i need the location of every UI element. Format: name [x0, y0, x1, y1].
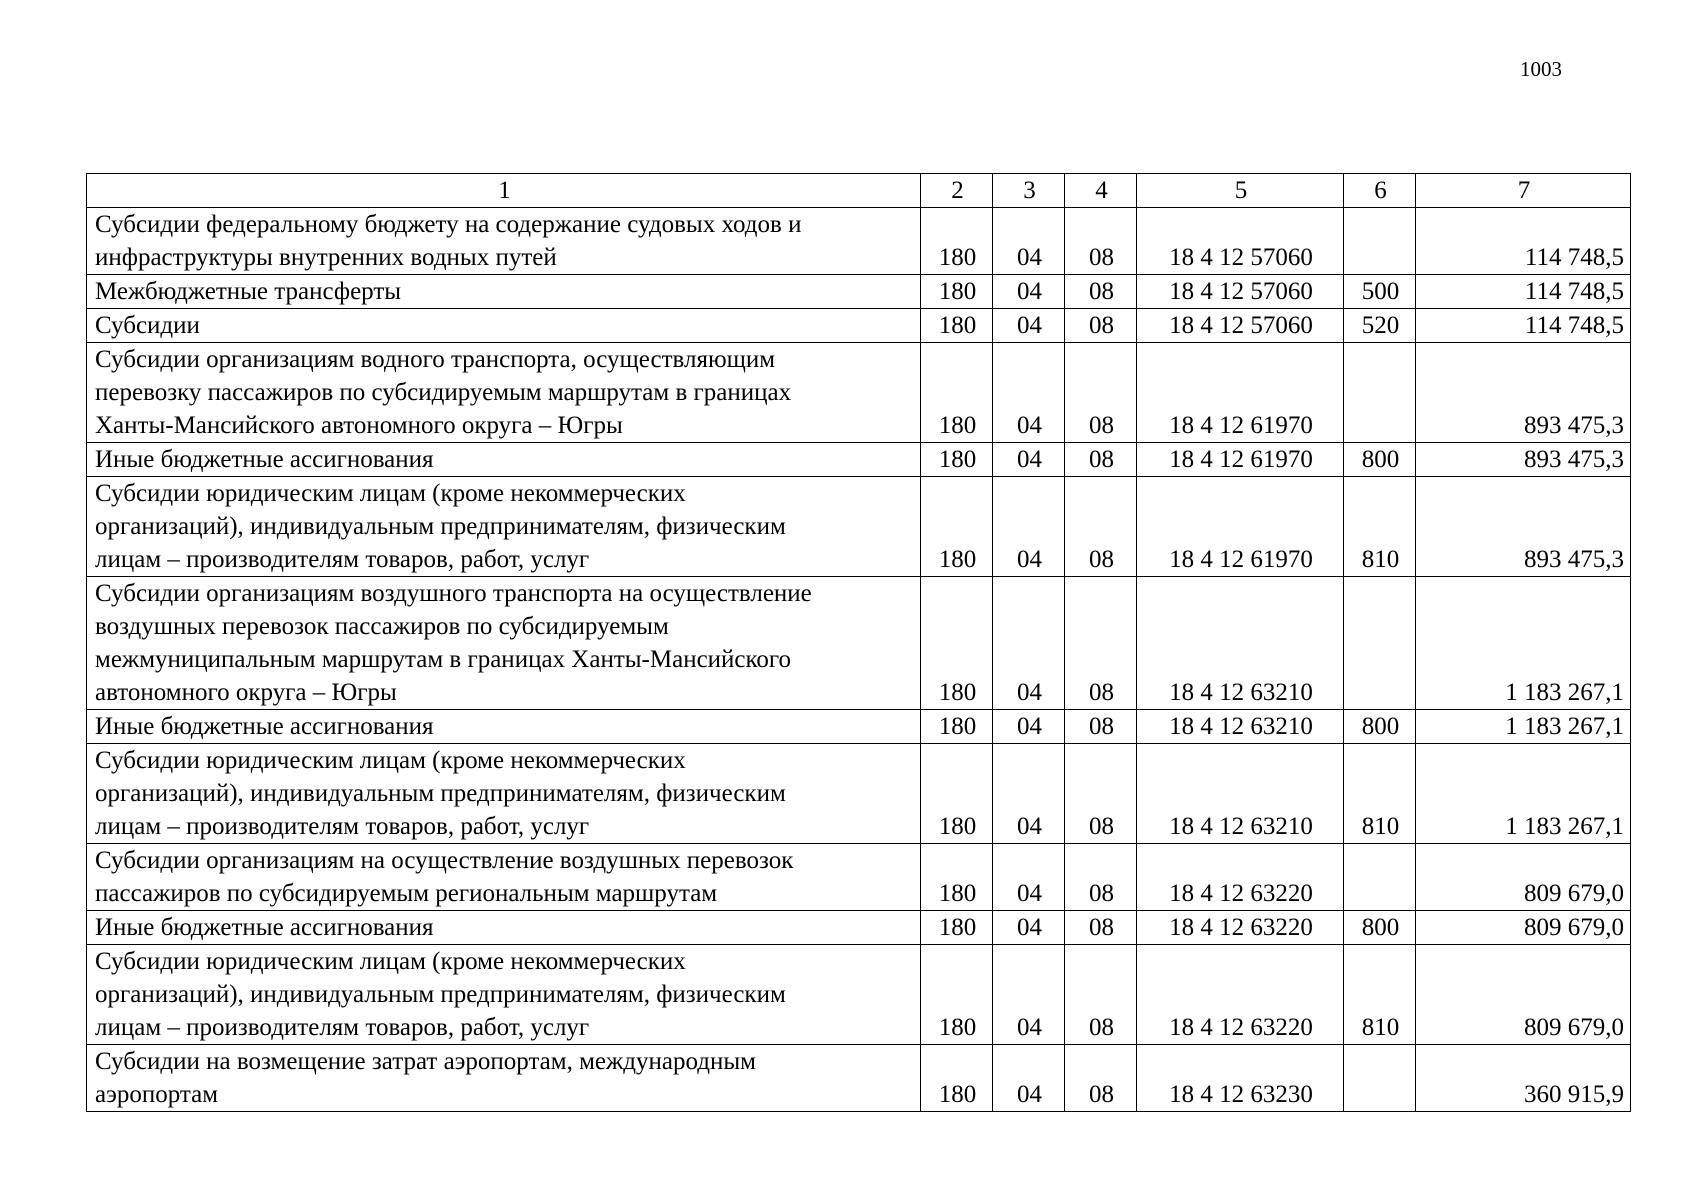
row-section-code: 04 [993, 208, 1065, 275]
header-cell-4: 4 [1065, 174, 1137, 208]
row-target-code: 18 4 12 63210 [1137, 710, 1344, 744]
row-target-code: 18 4 12 61970 [1137, 477, 1344, 577]
row-expense-type: 810 [1344, 744, 1416, 844]
row-subsection-code: 08 [1065, 443, 1137, 477]
table-row [87, 577, 1631, 710]
row-target-code: 18 4 12 63210 [1137, 577, 1344, 710]
row-ministry-code: 180 [921, 710, 993, 744]
table-row [87, 710, 1631, 744]
row-ministry-code: 180 [921, 945, 993, 1045]
row-amount: 114 748,5 [1416, 275, 1631, 309]
row-description: Иные бюджетные ассигнования [87, 911, 921, 945]
row-section-code: 04 [993, 577, 1065, 710]
row-target-code: 18 4 12 63220 [1137, 911, 1344, 945]
row-amount: 809 679,0 [1416, 945, 1631, 1045]
budget-table [86, 173, 1631, 1112]
row-subsection-code: 08 [1065, 1045, 1137, 1112]
row-description: Субсидии на возмещение затрат аэропортам, международным аэропортам [87, 1045, 921, 1112]
row-section-code: 04 [993, 443, 1065, 477]
row-description: Субсидии организациям на осуществление воздушных перевозок пассажиров по субсидируемым региональным маршрутам [87, 844, 921, 911]
row-expense-type: 800 [1344, 710, 1416, 744]
header-cell-5: 5 [1137, 174, 1344, 208]
header-cell-6: 6 [1344, 174, 1416, 208]
row-expense-type: 810 [1344, 477, 1416, 577]
row-subsection-code: 08 [1065, 275, 1137, 309]
row-description: Субсидии организациям водного транспорта, осуществляющим перевозку пассажиров по субсидируемым маршрутам в границах Ханты-Мансийского автономного округа – Югры [87, 343, 921, 443]
row-description: Субсидии юридическим лицам (кроме некоммерческих организаций), индивидуальным предпринимателям, физическим лицам – производителям товаров, работ, услуг [87, 477, 921, 577]
header-cell-7: 7 [1416, 174, 1631, 208]
row-target-code: 18 4 12 61970 [1137, 343, 1344, 443]
row-expense-type: 800 [1344, 911, 1416, 945]
header-cell-1: 1 [87, 174, 921, 208]
table-body [87, 208, 1631, 1112]
row-description: Субсидии [87, 309, 921, 343]
row-ministry-code: 180 [921, 577, 993, 710]
row-ministry-code: 180 [921, 1045, 993, 1112]
row-target-code: 18 4 12 61970 [1137, 443, 1344, 477]
row-ministry-code: 180 [921, 443, 993, 477]
row-amount: 360 915,9 [1416, 1045, 1631, 1112]
row-expense-type: 810 [1344, 945, 1416, 1045]
table-row [87, 275, 1631, 309]
row-target-code: 18 4 12 63220 [1137, 945, 1344, 1045]
header-cell-2: 2 [921, 174, 993, 208]
row-ministry-code: 180 [921, 911, 993, 945]
table-row [87, 208, 1631, 275]
row-ministry-code: 180 [921, 844, 993, 911]
table-row [87, 911, 1631, 945]
row-subsection-code: 08 [1065, 911, 1137, 945]
row-subsection-code: 08 [1065, 844, 1137, 911]
row-amount: 809 679,0 [1416, 911, 1631, 945]
row-description: Субсидии федеральному бюджету на содержание судовых ходов и инфраструктуры внутренних водных путей [87, 208, 921, 275]
row-description: Субсидии юридическим лицам (кроме некоммерческих организаций), индивидуальным предпринимателям, физическим лицам – производителям товаров, работ, услуг [87, 744, 921, 844]
row-target-code: 18 4 12 57060 [1137, 309, 1344, 343]
row-subsection-code: 08 [1065, 477, 1137, 577]
row-subsection-code: 08 [1065, 710, 1137, 744]
row-section-code: 04 [993, 343, 1065, 443]
row-expense-type: 800 [1344, 443, 1416, 477]
row-target-code: 18 4 12 57060 [1137, 208, 1344, 275]
table-row [87, 343, 1631, 443]
row-section-code: 04 [993, 710, 1065, 744]
row-expense-type [1344, 844, 1416, 911]
table-row [87, 443, 1631, 477]
row-description: Субсидии организациям воздушного транспорта на осуществление воздушных перевозок пассажиров по субсидируемым межмуниципальным маршрутам в границах Ханты-Мансийского автономного округа – Югры [87, 577, 921, 710]
row-target-code: 18 4 12 63220 [1137, 844, 1344, 911]
row-subsection-code: 08 [1065, 309, 1137, 343]
row-subsection-code: 08 [1065, 945, 1137, 1045]
row-description: Субсидии юридическим лицам (кроме некоммерческих организаций), индивидуальным предпринимателям, физическим лицам – производителям товаров, работ, услуг [87, 945, 921, 1045]
row-target-code: 18 4 12 63210 [1137, 744, 1344, 844]
row-section-code: 04 [993, 744, 1065, 844]
row-amount: 893 475,3 [1416, 343, 1631, 443]
row-amount: 114 748,5 [1416, 309, 1631, 343]
row-section-code: 04 [993, 911, 1065, 945]
row-expense-type: 500 [1344, 275, 1416, 309]
row-ministry-code: 180 [921, 275, 993, 309]
row-amount: 114 748,5 [1416, 208, 1631, 275]
row-subsection-code: 08 [1065, 208, 1137, 275]
row-subsection-code: 08 [1065, 577, 1137, 710]
row-ministry-code: 180 [921, 208, 993, 275]
row-expense-type: 520 [1344, 309, 1416, 343]
row-amount: 809 679,0 [1416, 844, 1631, 911]
row-target-code: 18 4 12 63230 [1137, 1045, 1344, 1112]
row-section-code: 04 [993, 309, 1065, 343]
header-cell-3: 3 [993, 174, 1065, 208]
table-row [87, 844, 1631, 911]
row-section-code: 04 [993, 477, 1065, 577]
row-description: Иные бюджетные ассигнования [87, 710, 921, 744]
table-row [87, 477, 1631, 577]
row-ministry-code: 180 [921, 477, 993, 577]
row-description: Иные бюджетные ассигнования [87, 443, 921, 477]
row-subsection-code: 08 [1065, 343, 1137, 443]
row-expense-type [1344, 1045, 1416, 1112]
row-amount: 893 475,3 [1416, 443, 1631, 477]
table-row [87, 309, 1631, 343]
table-row [87, 1045, 1631, 1112]
row-section-code: 04 [993, 945, 1065, 1045]
header-row [87, 174, 1631, 208]
row-ministry-code: 180 [921, 309, 993, 343]
row-target-code: 18 4 12 57060 [1137, 275, 1344, 309]
row-section-code: 04 [993, 1045, 1065, 1112]
row-expense-type [1344, 577, 1416, 710]
row-section-code: 04 [993, 844, 1065, 911]
table-row [87, 945, 1631, 1045]
row-ministry-code: 180 [921, 343, 993, 443]
row-section-code: 04 [993, 275, 1065, 309]
row-expense-type [1344, 343, 1416, 443]
row-expense-type [1344, 208, 1416, 275]
page-number: 1003 [1520, 57, 1562, 81]
row-amount: 893 475,3 [1416, 477, 1631, 577]
row-ministry-code: 180 [921, 744, 993, 844]
row-amount: 1 183 267,1 [1416, 577, 1631, 710]
table-row [87, 744, 1631, 844]
row-description: Межбюджетные трансферты [87, 275, 921, 309]
row-subsection-code: 08 [1065, 744, 1137, 844]
row-amount: 1 183 267,1 [1416, 744, 1631, 844]
row-amount: 1 183 267,1 [1416, 710, 1631, 744]
